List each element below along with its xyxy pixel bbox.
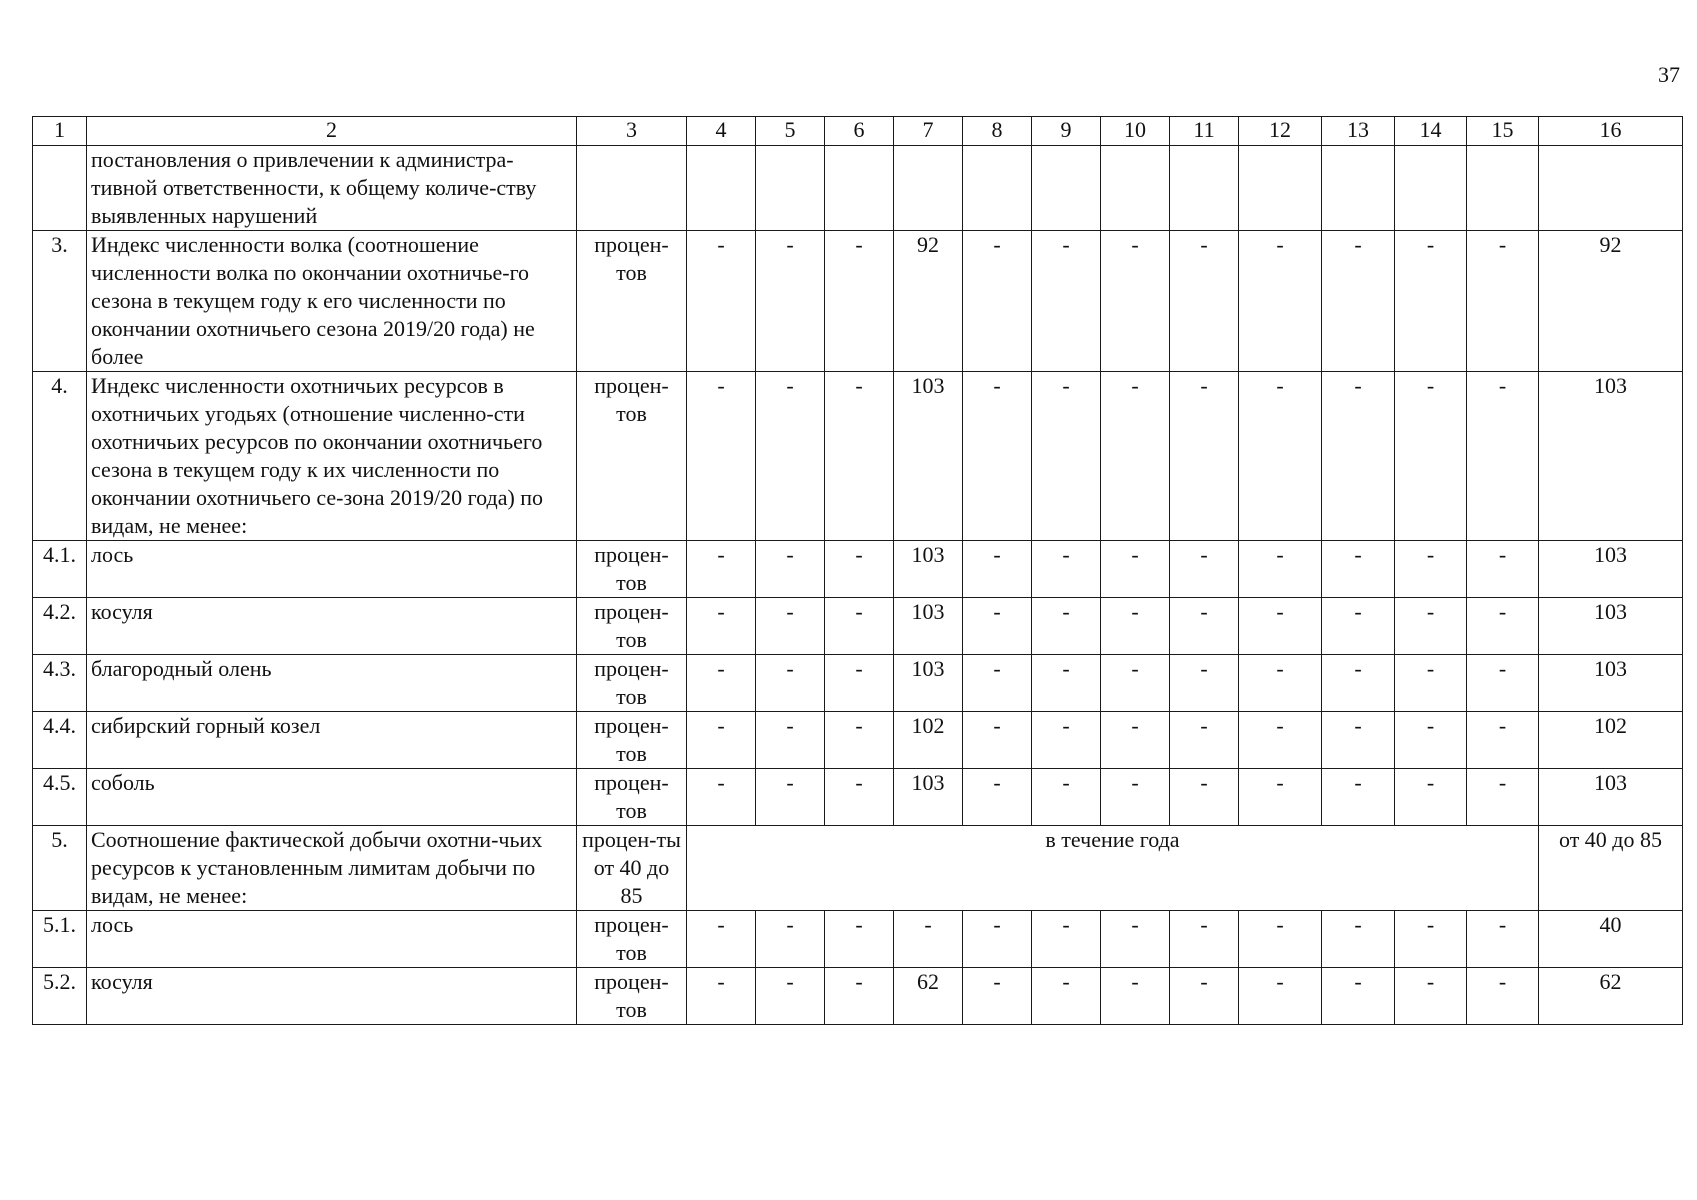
period-note: в течение года bbox=[687, 826, 1539, 911]
row-number: 4.3. bbox=[33, 655, 87, 712]
value-cell: - bbox=[1239, 541, 1322, 598]
table-row bbox=[33, 146, 1683, 231]
value-cell: - bbox=[1322, 655, 1395, 712]
value-cell: - bbox=[1239, 769, 1322, 826]
value-cell: - bbox=[1170, 655, 1239, 712]
indicator-name: соболь bbox=[87, 769, 577, 826]
unit-cell bbox=[577, 146, 687, 231]
value-cell: 103 bbox=[894, 598, 963, 655]
table-row bbox=[33, 655, 1683, 712]
row-number: 5. bbox=[33, 826, 87, 911]
column-number-header: 13 bbox=[1322, 117, 1395, 146]
value-cell: 103 bbox=[894, 769, 963, 826]
row-number: 4.1. bbox=[33, 541, 87, 598]
column-number-header: 11 bbox=[1170, 117, 1239, 146]
value-cell: - bbox=[687, 541, 756, 598]
value-cell: - bbox=[825, 231, 894, 372]
value-cell: - bbox=[687, 598, 756, 655]
total-cell: 103 bbox=[1539, 598, 1683, 655]
value-cell: - bbox=[825, 911, 894, 968]
value-cell: - bbox=[825, 372, 894, 541]
value-cell: - bbox=[1322, 911, 1395, 968]
column-number-header: 6 bbox=[825, 117, 894, 146]
value-cell: 102 bbox=[894, 712, 963, 769]
indicators-table bbox=[32, 116, 1683, 1025]
value-cell: 103 bbox=[894, 372, 963, 541]
value-cell: - bbox=[963, 712, 1032, 769]
column-number-row bbox=[33, 117, 1683, 146]
value-cell: - bbox=[963, 231, 1032, 372]
value-cell: - bbox=[687, 655, 756, 712]
value-cell: - bbox=[687, 968, 756, 1025]
value-cell: - bbox=[756, 769, 825, 826]
value-cell bbox=[1101, 146, 1170, 231]
value-cell: - bbox=[825, 655, 894, 712]
value-cell: - bbox=[1467, 541, 1539, 598]
value-cell: - bbox=[756, 712, 825, 769]
value-cell: - bbox=[1170, 541, 1239, 598]
value-cell bbox=[1322, 146, 1395, 231]
column-number-header: 14 bbox=[1395, 117, 1467, 146]
table-row bbox=[33, 769, 1683, 826]
value-cell: - bbox=[1170, 231, 1239, 372]
table-row bbox=[33, 598, 1683, 655]
value-cell: - bbox=[1395, 231, 1467, 372]
value-cell: - bbox=[1101, 655, 1170, 712]
value-cell: - bbox=[1239, 372, 1322, 541]
value-cell: - bbox=[1467, 655, 1539, 712]
value-cell bbox=[756, 146, 825, 231]
value-cell: - bbox=[1467, 231, 1539, 372]
total-cell: от 40 до 85 bbox=[1539, 826, 1683, 911]
table-body bbox=[33, 146, 1683, 1025]
indicator-name: Индекс численности охотничьих ресурсов в охотничьих угодьях (отношение численно-сти охотничьих ресурсов по окончании охотничьего сезона в текущем году к их численности по окончании охотничьего се-зона 2019/20 года) по видам, не менее: bbox=[87, 372, 577, 541]
column-number-header: 7 bbox=[894, 117, 963, 146]
page-number: 37 bbox=[1658, 62, 1680, 87]
value-cell: - bbox=[1170, 598, 1239, 655]
value-cell: - bbox=[1395, 712, 1467, 769]
column-number-header: 2 bbox=[87, 117, 577, 146]
unit-cell: процен-ты от 40 до 85 bbox=[577, 826, 687, 911]
value-cell bbox=[963, 146, 1032, 231]
value-cell: 103 bbox=[894, 541, 963, 598]
value-cell: - bbox=[963, 911, 1032, 968]
value-cell: - bbox=[825, 968, 894, 1025]
column-number-header: 16 bbox=[1539, 117, 1683, 146]
unit-cell: процен-тов bbox=[577, 372, 687, 541]
unit-cell: процен-тов bbox=[577, 712, 687, 769]
row-number: 4. bbox=[33, 372, 87, 541]
value-cell: - bbox=[1395, 769, 1467, 826]
value-cell: - bbox=[1395, 655, 1467, 712]
indicator-name: лось bbox=[87, 911, 577, 968]
value-cell: - bbox=[963, 769, 1032, 826]
value-cell: - bbox=[1322, 231, 1395, 372]
value-cell: - bbox=[1101, 598, 1170, 655]
table-row bbox=[33, 541, 1683, 598]
total-cell: 62 bbox=[1539, 968, 1683, 1025]
value-cell: - bbox=[963, 655, 1032, 712]
value-cell bbox=[687, 146, 756, 231]
indicator-name: Соотношение фактической добычи охотни-чьих ресурсов к установленным лимитам добычи по видам, не менее: bbox=[87, 826, 577, 911]
value-cell: - bbox=[1395, 372, 1467, 541]
value-cell: - bbox=[1239, 712, 1322, 769]
total-cell: 92 bbox=[1539, 231, 1683, 372]
indicator-name: Индекс численности волка (соотношение численности волка по окончании охотничье-го сезона в текущем году к его численности по окончании охотничьего сезона 2019/20 года) не более bbox=[87, 231, 577, 372]
total-cell: 103 bbox=[1539, 655, 1683, 712]
unit-cell: процен-тов bbox=[577, 541, 687, 598]
total-cell: 40 bbox=[1539, 911, 1683, 968]
indicator-name: косуля bbox=[87, 598, 577, 655]
value-cell: - bbox=[1239, 598, 1322, 655]
value-cell: - bbox=[1239, 231, 1322, 372]
value-cell: - bbox=[1101, 968, 1170, 1025]
column-number-header: 5 bbox=[756, 117, 825, 146]
column-number-header: 12 bbox=[1239, 117, 1322, 146]
unit-cell: процен-тов bbox=[577, 655, 687, 712]
value-cell: - bbox=[963, 372, 1032, 541]
row-number: 4.2. bbox=[33, 598, 87, 655]
value-cell: - bbox=[1322, 712, 1395, 769]
value-cell: - bbox=[1101, 372, 1170, 541]
value-cell: - bbox=[687, 231, 756, 372]
value-cell: - bbox=[756, 968, 825, 1025]
value-cell: - bbox=[1032, 712, 1101, 769]
row-number: 5.1. bbox=[33, 911, 87, 968]
value-cell: - bbox=[1032, 769, 1101, 826]
unit-cell: процен-тов bbox=[577, 598, 687, 655]
value-cell: - bbox=[687, 769, 756, 826]
value-cell bbox=[1239, 146, 1322, 231]
value-cell: - bbox=[1032, 372, 1101, 541]
value-cell: - bbox=[1467, 911, 1539, 968]
value-cell: - bbox=[1467, 712, 1539, 769]
value-cell: - bbox=[825, 769, 894, 826]
table-row bbox=[33, 826, 1683, 911]
value-cell: - bbox=[1467, 598, 1539, 655]
value-cell: - bbox=[1032, 231, 1101, 372]
value-cell: - bbox=[825, 712, 894, 769]
table-row bbox=[33, 372, 1683, 541]
value-cell: - bbox=[1032, 655, 1101, 712]
unit-cell: процен-тов bbox=[577, 968, 687, 1025]
value-cell: - bbox=[1170, 911, 1239, 968]
column-number-header: 9 bbox=[1032, 117, 1101, 146]
value-cell bbox=[1170, 146, 1239, 231]
row-number bbox=[33, 146, 87, 231]
indicator-name: косуля bbox=[87, 968, 577, 1025]
value-cell: - bbox=[1239, 655, 1322, 712]
value-cell: 62 bbox=[894, 968, 963, 1025]
value-cell: - bbox=[1032, 968, 1101, 1025]
value-cell: - bbox=[1322, 541, 1395, 598]
total-cell: 103 bbox=[1539, 372, 1683, 541]
value-cell: - bbox=[963, 598, 1032, 655]
column-number-header: 3 bbox=[577, 117, 687, 146]
value-cell: - bbox=[1032, 541, 1101, 598]
value-cell: - bbox=[1322, 769, 1395, 826]
value-cell: - bbox=[1395, 541, 1467, 598]
value-cell: - bbox=[1467, 968, 1539, 1025]
table-row bbox=[33, 231, 1683, 372]
table-row bbox=[33, 968, 1683, 1025]
indicator-name: постановления о привлечении к администра-тивной ответственности, к общему количе-ству выявленных нарушений bbox=[87, 146, 577, 231]
total-cell: 103 bbox=[1539, 541, 1683, 598]
value-cell: - bbox=[1322, 968, 1395, 1025]
column-number-header: 1 bbox=[33, 117, 87, 146]
value-cell bbox=[894, 146, 963, 231]
row-number: 4.4. bbox=[33, 712, 87, 769]
value-cell: - bbox=[963, 541, 1032, 598]
value-cell: - bbox=[825, 541, 894, 598]
value-cell: - bbox=[1032, 911, 1101, 968]
value-cell: - bbox=[687, 712, 756, 769]
value-cell: - bbox=[1322, 372, 1395, 541]
value-cell: - bbox=[1395, 968, 1467, 1025]
value-cell bbox=[1395, 146, 1467, 231]
total-cell: 103 bbox=[1539, 769, 1683, 826]
value-cell: - bbox=[1170, 968, 1239, 1025]
value-cell: - bbox=[1395, 911, 1467, 968]
value-cell: - bbox=[1467, 769, 1539, 826]
value-cell: - bbox=[687, 372, 756, 541]
value-cell: - bbox=[1101, 911, 1170, 968]
value-cell bbox=[825, 146, 894, 231]
value-cell: - bbox=[1395, 598, 1467, 655]
value-cell: - bbox=[825, 598, 894, 655]
unit-cell: процен-тов bbox=[577, 911, 687, 968]
indicator-name: сибирский горный козел bbox=[87, 712, 577, 769]
indicator-name: благородный олень bbox=[87, 655, 577, 712]
value-cell: - bbox=[1032, 598, 1101, 655]
column-number-header: 10 bbox=[1101, 117, 1170, 146]
value-cell: - bbox=[756, 541, 825, 598]
value-cell: 103 bbox=[894, 655, 963, 712]
row-number: 3. bbox=[33, 231, 87, 372]
value-cell: - bbox=[1101, 712, 1170, 769]
row-number: 4.5. bbox=[33, 769, 87, 826]
value-cell: - bbox=[1322, 598, 1395, 655]
column-number-header: 8 bbox=[963, 117, 1032, 146]
value-cell: - bbox=[687, 911, 756, 968]
value-cell: 92 bbox=[894, 231, 963, 372]
value-cell: - bbox=[756, 231, 825, 372]
total-cell bbox=[1539, 146, 1683, 231]
value-cell: - bbox=[1239, 911, 1322, 968]
row-number: 5.2. bbox=[33, 968, 87, 1025]
value-cell: - bbox=[1467, 372, 1539, 541]
value-cell bbox=[1032, 146, 1101, 231]
value-cell: - bbox=[756, 372, 825, 541]
column-number-header: 4 bbox=[687, 117, 756, 146]
indicator-name: лось bbox=[87, 541, 577, 598]
value-cell: - bbox=[963, 968, 1032, 1025]
value-cell: - bbox=[756, 655, 825, 712]
column-number-header: 15 bbox=[1467, 117, 1539, 146]
value-cell: - bbox=[1101, 769, 1170, 826]
unit-cell: процен-тов bbox=[577, 769, 687, 826]
value-cell: - bbox=[1170, 712, 1239, 769]
value-cell bbox=[1467, 146, 1539, 231]
value-cell: - bbox=[756, 598, 825, 655]
value-cell: - bbox=[1170, 372, 1239, 541]
value-cell: - bbox=[1239, 968, 1322, 1025]
value-cell: - bbox=[894, 911, 963, 968]
table-row bbox=[33, 911, 1683, 968]
value-cell: - bbox=[1101, 231, 1170, 372]
value-cell: - bbox=[1101, 541, 1170, 598]
value-cell: - bbox=[1170, 769, 1239, 826]
total-cell: 102 bbox=[1539, 712, 1683, 769]
unit-cell: процен-тов bbox=[577, 231, 687, 372]
value-cell: - bbox=[756, 911, 825, 968]
table-row bbox=[33, 712, 1683, 769]
